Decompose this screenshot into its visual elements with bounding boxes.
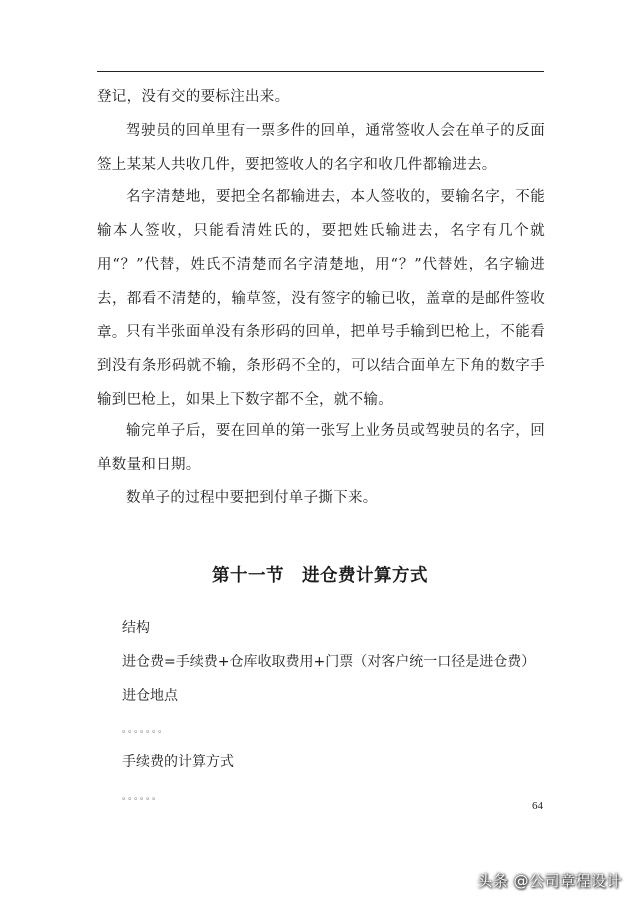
paragraph-cod-receipts: 数单子的过程中要把到付单子撕下来。 [126, 490, 378, 506]
paragraph-after-input: 输完单子后，要在回单的第一张写上业务员或驾驶员的名字，回单数量和日期。 [97, 423, 545, 473]
paragraph-barcode: 只有半张面单没有条形码的回单，把单号手输到巴枪上，不能看到没有条形码就不输，条形码不全的，可以结合面单左下角的数字手输到巴枪上，如果上下数字都不全，就不输。 [97, 324, 545, 408]
paragraph-receipt-multi-piece: 驾驶员的回单里有一票多件的回单，通常签收人会在单子的反面签上某某人共收几件，要把签收人的名字和收几件都输进去。 [97, 123, 545, 173]
fee-method-label: 手续费的计算方式 [122, 754, 234, 770]
fee-method-placeholder-dots: 。。。。。。 [122, 792, 163, 802]
paragraph-name-rules: 名字清楚地，要把全名都输进去，本人签收的，要输名字，不能输本人签收，只能看清姓氏的，要把姓氏输进去，名字有几个就用“？”代替，姓氏不清楚而名字清楚地，用“？”代替姓，名字输进去，都看不清楚的，输草签，没有签字的输已收，盖章的是邮件签收章。 [97, 189, 545, 341]
section-heading: 第十一节 进仓费计算方式 [212, 566, 428, 586]
fee-formula: 进仓费=手续费+仓库收取费用+门票（对客户统一口径是进仓费） [122, 654, 536, 670]
paragraph-continuation: 登记，没有交的要标注出来。 [97, 89, 290, 105]
page-number: 64 [532, 800, 543, 812]
location-placeholder-dots: 。。。。。。。 [122, 725, 169, 735]
structure-label: 结构 [122, 620, 150, 636]
location-label: 进仓地点 [122, 688, 178, 704]
watermark: 头条 @公司章程设计 [477, 872, 622, 890]
header-rule [97, 71, 544, 72]
